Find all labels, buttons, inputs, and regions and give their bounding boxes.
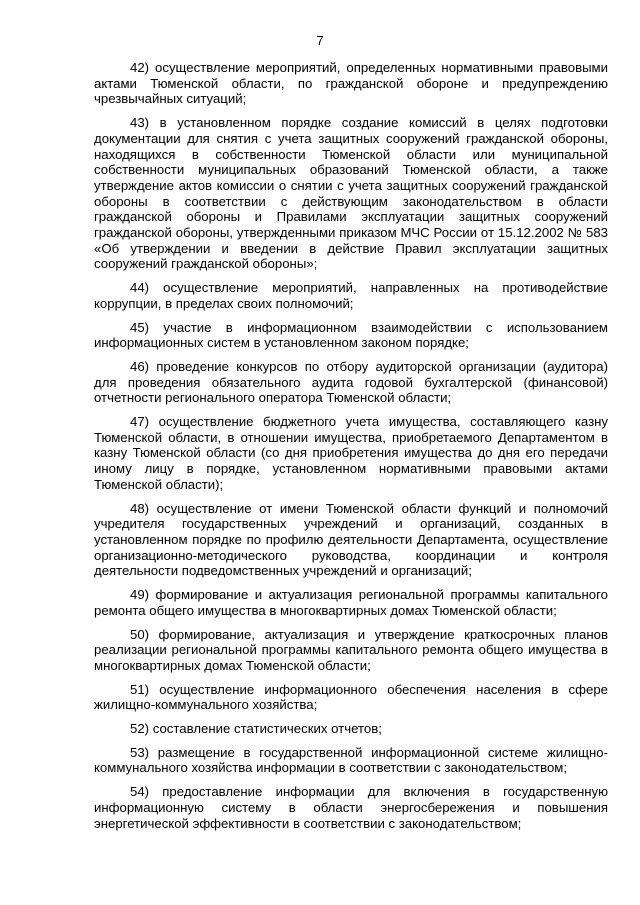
list-item-53: 53) размещение в государственной информационной системе жилищно-коммунального хозяйства информации в соответствии с законодательством;: [94, 744, 608, 776]
list-item-50: 50) формирование, актуализация и утверждение краткосрочных планов реализации региональной программы капитального ремонта общего имущества в многоквартирных домах Тюменской области;: [94, 626, 608, 673]
list-item-45: 45) участие в информационном взаимодействии с использованием информационных систем в установленном законом порядке;: [94, 319, 608, 351]
list-item-46: 46) проведение конкурсов по отбору аудиторской организации (аудитора) для проведения обязательного аудита годовой бухгалтерской (финансовой) отчетности регионального оператора Тюменской области;: [94, 358, 608, 406]
list-item-49: 49) формирование и актуализация региональной программы капитального ремонта общего имущества в многоквартирных домах Тюменской области;: [94, 587, 608, 618]
list-item-52: 52) составление статистических отчетов;: [130, 721, 382, 737]
page-number: 7: [316, 33, 324, 48]
document-body: [94, 60, 608, 839]
list-item-42: 42) осуществление мероприятий, определенных нормативными правовыми актами Тюменской области, по гражданской обороне и предупреждению чрезвычайных ситуаций;: [94, 60, 608, 107]
list-item-51: 51) осуществление информационного обеспечения населения в сфере жилищно-коммунального хозяйства;: [94, 681, 608, 713]
list-item-48: 48) осуществление от имени Тюменской области функций и полномочий учредителя государственных учреждений и организаций, созданных в установленном порядке по профилю деятельности Департамента, осуществление организационно-методического руководства, координации и контроля деятельности подведомственных учреждений и организаций;: [94, 500, 608, 579]
list-item-43: 43) в установленном порядке создание комиссий в целях подготовки документации для снятия с учета защитных сооружений гражданской обороны, находящихся в собственности Тюменской области или муниципальной собственности муниципальных образований Тюменской области, а также утверждение актов комиссии о снятии с учета защитных сооружений гражданской обороны в соответствии с действующим законодательством в области гражданской обороны и Правилами эксплуатации защитных сооружений гражданской обороны, утвержденными приказом МЧС России от 15.12.2002 № 583 «Об утверждении и введении в действие Правил эксплуатации защитных сооружений гражданской обороны»;: [94, 115, 608, 272]
list-item-47: 47) осуществление бюджетного учета имущества, составляющего казну Тюменской области, в отношении имущества, приобретаемого Департаментом в казну Тюменской области (со дня приобретения имущества до дня его передачи иному лицу в порядке, установленном нормативными правовыми актами Тюменской области);: [94, 414, 608, 492]
list-item-44: 44) осуществление мероприятий, направленных на противодействие коррупции, в пределах своих полномочий;: [94, 280, 608, 311]
list-item-54: 54) предоставление информации для включения в государственную информационную систему в области энергосбережения и повышения энергетической эффективности в соответствии с законодательством;: [94, 784, 608, 831]
